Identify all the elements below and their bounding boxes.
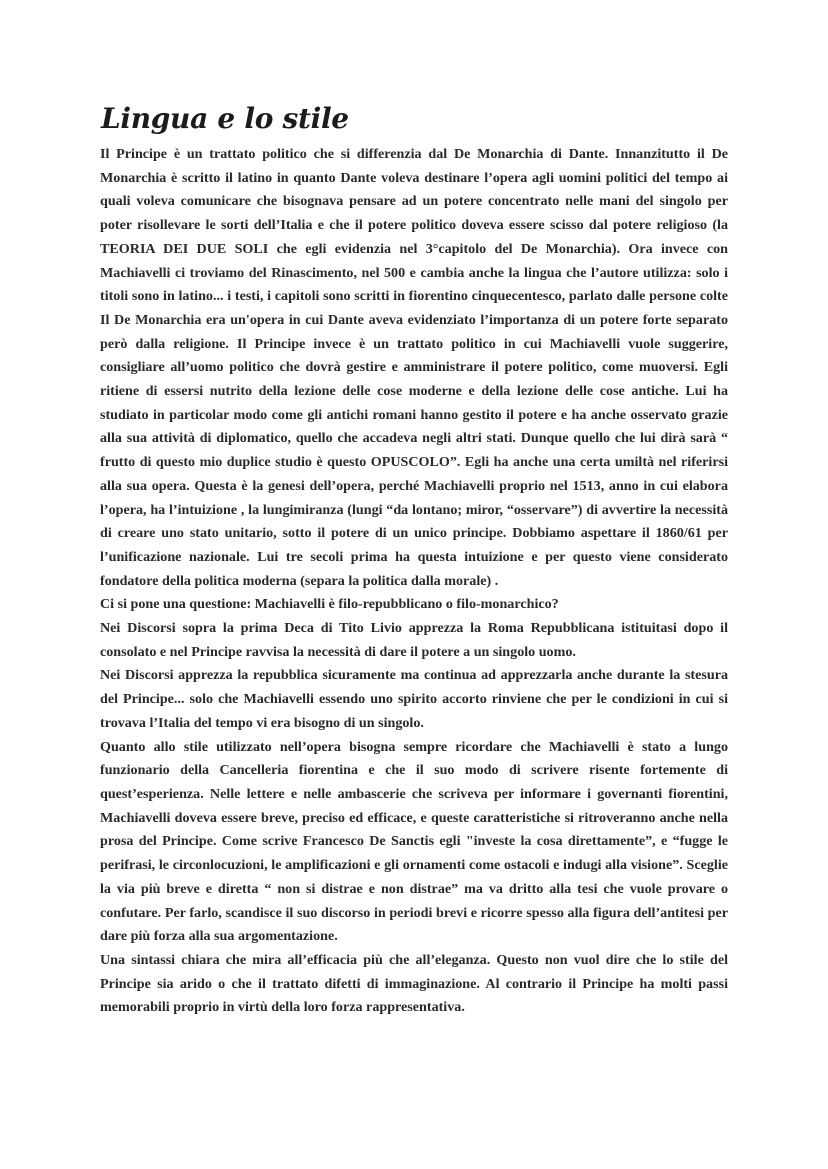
paragraph-stile: Quanto allo stile utilizzato nell’opera bisogna sempre ricordare che Machiavelli è stato a lungo funzionario della Cancelleria fiorentina e che il suo modo di scrivere risente fortemente di quest’esperienza. Nelle lettere e nelle ambascerie che scriveva per informare i governanti fiorentini, Machiavelli doveva essere breve, preciso ed efficace, e queste caratteristiche si ritroveranno anche nella prosa del Principe. Come scrive Francesco De Sanctis egli "investe la cosa direttamente”, e “fugge le perifrasi, le circonlocuzioni, le amplificazioni e gli ornamenti come ostacoli e indugi alla visione”. Sceglie la via più breve e diretta “ non si distrae e non distrae” ma va dritto alla tesi che vuole provare o confutare. Per farlo, scandisce il suo discorso in periodi brevi e ricorre spesso alla figura dell’antitesi per dare più forza alla sua argomentazione. xyxy=(100,738,728,945)
paragraph-intro: Il Principe è un trattato politico che si differenzia dal De Monarchia di Dante. Innanzitutto il De Monarchia è scritto il latino in quanto Dante voleva destinare l’opera agli uomini politici del tempo ai quali voleva comunicare che bisognava pensare ad un potere concentrato nelle mani del singolo per poter risollevare le sorti dell’Italia e che il potere politico doveva essere scisso dal potere religioso (la TEORIA DEI DUE SOLI che egli evidenzia nel 3°capitolo del De Monarchia). Ora invece con Machiavelli ci troviamo del Rinascimento, nel 500 e cambia anche la lingua che l’autore utilizza: solo i titoli sono in latino... i testi, i capitoli sono scritti in fiorentino cinquecentesco, parlato dalle persone colte Il De Monarchia era un'opera in cui Dante aveva evidenziato l’importanza di un potere forte separato però dalla religione. Il Principe invece è un trattato politico in cui Machiavelli vuole suggerire, consigliare all’uomo politico che dovrà gestire e amministrare il potere politico, come muoversi. Egli ritiene di essersi nutrito della lezione delle cose moderne e della lezione delle cose antiche. Lui ha studiato in particolar modo come gli antichi romani hanno gestito il potere e ha anche osservato grazie alla sua attività di diplomatico, quello che accadeva negli altri stati. Dunque quello che lui dirà sarà “ frutto di questo mio duplice studio è questo OPUSCOLO”. Egli ha anche una certa umiltà nel riferirsi alla sua opera. Questa è la genesi dell’opera, perché Machiavelli proprio nel 1513, anno in cui elabora l’opera, ha l’intuizione , la lungimiranza (lungi “da lontano; miror, “osservare”) di avvertire la necessità di creare uno stato unitario, sotto il potere di un unico principe. Dobbiamo aspettare il 1860/61 per l’unificazione nazionale. Lui tre secoli prima ha questa intuizione e per questo viene considerato fondatore della politica moderna (separa la politica dalla morale) . xyxy=(100,146,728,589)
paragraph-sintassi: Una sintassi chiara che mira all’efficacia più che all’eleganza. Questo non vuol dire che lo stile del Principe sia arido o che il trattato difetti di immaginazione. Al contrario il Principe ha molti passi memorabili proprio in virtù della loro forza rappresentativa. xyxy=(100,951,728,1016)
page-title: Lingua e lo stile xyxy=(101,102,349,135)
paragraph-question: Ci si pone una questione: Machiavelli è filo-repubblicano o filo-monarchico? xyxy=(100,596,559,613)
document-body xyxy=(100,143,728,1020)
paragraph-discorsi-repubblica: Nei Discorsi apprezza la repubblica sicuramente ma continua ad apprezzarla anche durante la stesura del Principe... solo che Machiavelli essendo uno spirito accorto rinviene che per le condizioni in cui si trovava l’Italia del tempo vi era bisogno di un singolo. xyxy=(100,667,728,731)
paragraph-discorsi-livio: Nei Discorsi sopra la prima Deca di Tito Livio apprezza la Roma Repubblicana istituitasi dopo il consolato e nel Principe ravvisa la necessità di dare il potere a un singolo uomo. xyxy=(100,620,728,660)
